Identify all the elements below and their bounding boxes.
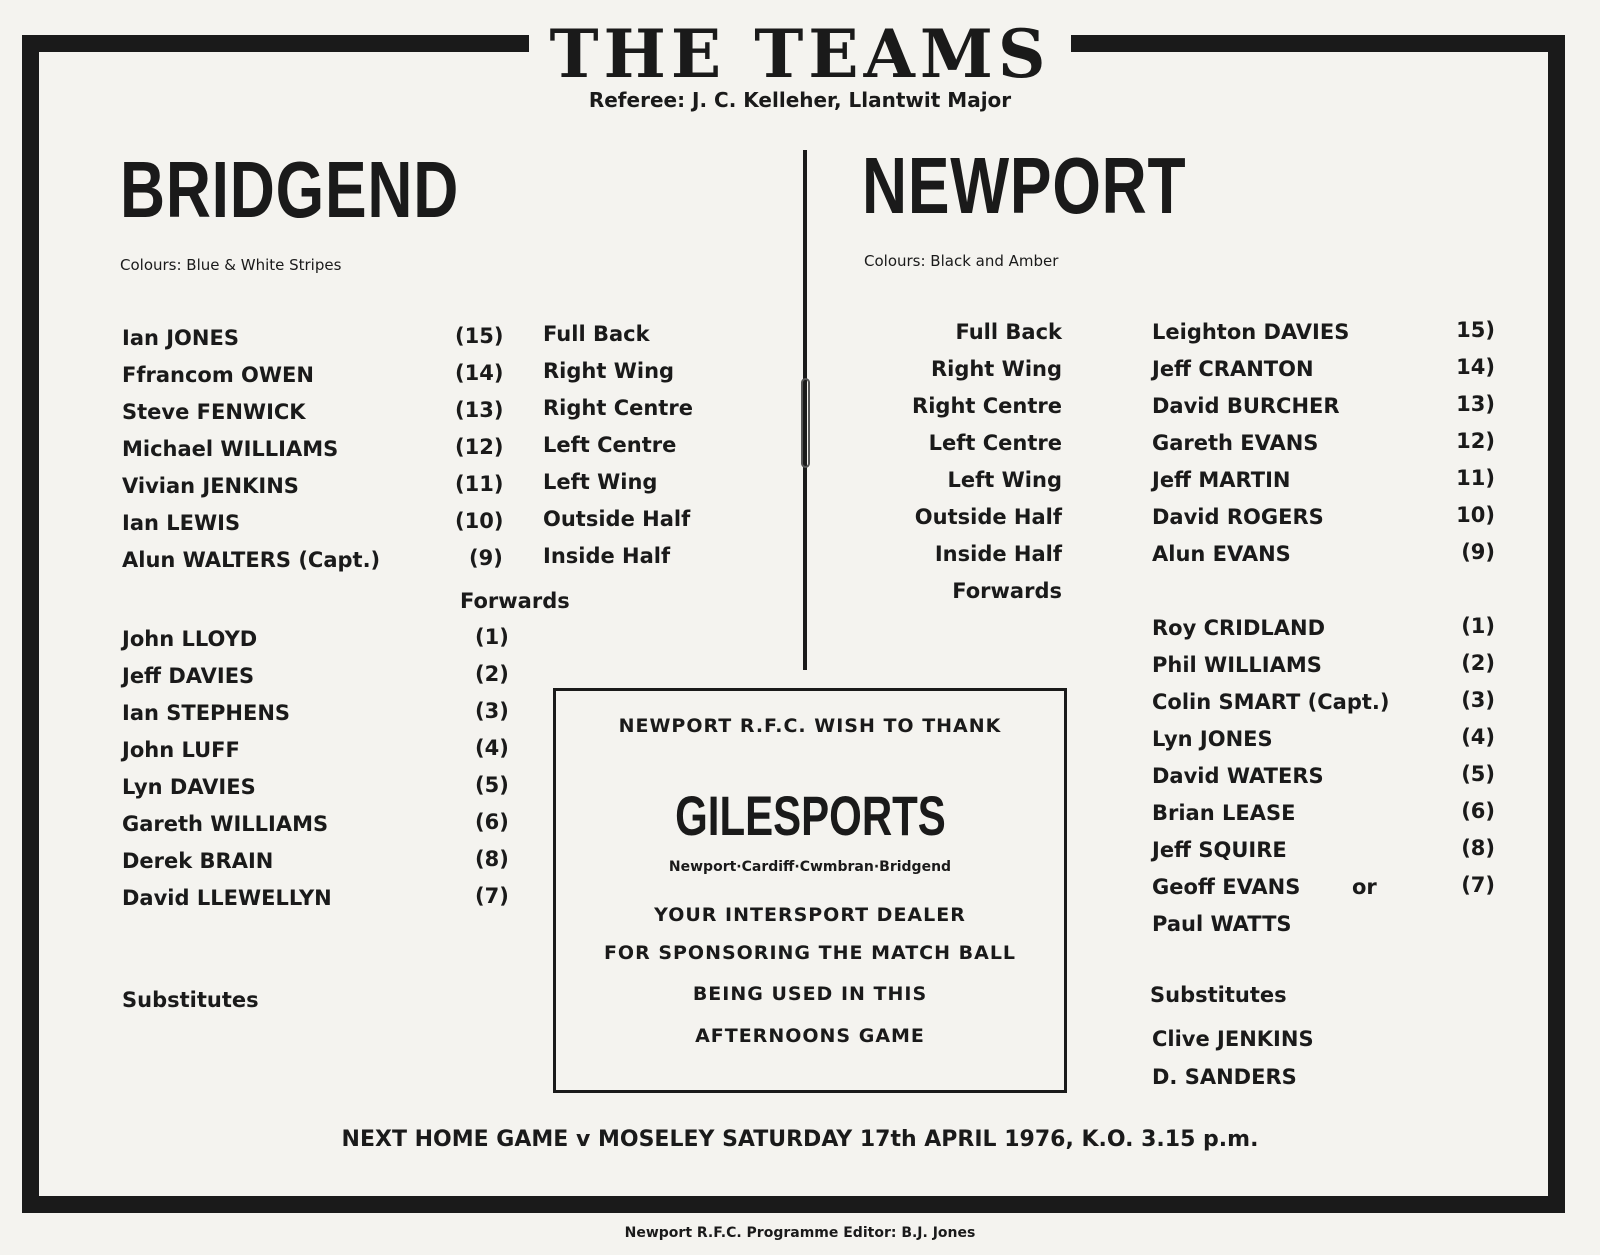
substitute-name: D. SANDERS xyxy=(1152,1065,1297,1089)
player-number: 10) xyxy=(1456,503,1495,527)
player-name: Ffrancom OWEN xyxy=(122,363,314,387)
colours-newport: Colours: Black and Amber xyxy=(864,252,1059,270)
player-position: Left Wing xyxy=(947,468,1062,492)
player-name: Michael WILLIAMS xyxy=(122,437,339,461)
sponsor-line: YOUR INTERSPORT DEALER xyxy=(654,904,966,926)
player-number: 12) xyxy=(1456,429,1495,453)
substitutes-label-newport: Substitutes xyxy=(1150,983,1287,1007)
player-number: (1) xyxy=(475,625,509,649)
sponsor-thanks: NEWPORT R.F.C. WISH TO THANK xyxy=(618,715,1002,737)
player-number: (8) xyxy=(475,847,509,871)
player-number: (7) xyxy=(475,884,509,908)
player-name: Steve FENWICK xyxy=(122,400,306,424)
player-name: Lyn JONES xyxy=(1152,727,1273,751)
player-number: (4) xyxy=(1461,725,1495,749)
player-name: Gareth EVANS xyxy=(1152,431,1319,455)
player-number: (5) xyxy=(1461,762,1495,786)
colours-bridgend: Colours: Blue & White Stripes xyxy=(120,256,342,274)
player-position: Inside Half xyxy=(543,544,671,568)
player-name: David ROGERS xyxy=(1152,505,1324,529)
player-number: (3) xyxy=(475,699,509,723)
sponsor-line: AFTERNOONS GAME xyxy=(695,1025,925,1047)
player-name: Jeff MARTIN xyxy=(1152,468,1291,492)
player-number: (9) xyxy=(469,546,503,570)
player-name: David BURCHER xyxy=(1152,394,1340,418)
player-number: (11) xyxy=(455,472,504,496)
player-position: Left Wing xyxy=(543,470,658,494)
player-number: (2) xyxy=(1461,651,1495,675)
player-name: Jeff SQUIRE xyxy=(1152,838,1287,862)
player-name: John LLOYD xyxy=(122,627,258,651)
or-label: or xyxy=(1352,875,1377,899)
player-name: Colin SMART (Capt.) xyxy=(1152,690,1390,714)
player-name: David LLEWELLYN xyxy=(122,886,332,910)
player-name: Brian LEASE xyxy=(1152,801,1296,825)
sponsor-logo: GILESPORTS xyxy=(674,784,946,847)
next-home-game: NEXT HOME GAME v MOSELEY SATURDAY 17th APRIL 1976, K.O. 3.15 p.m. xyxy=(341,1127,1259,1152)
player-position: Outside Half xyxy=(914,505,1062,529)
player-number: (6) xyxy=(1461,799,1495,823)
page-title: THE TEAMS xyxy=(529,14,1070,94)
player-number: (2) xyxy=(475,662,509,686)
forwards-label-newport: Forwards xyxy=(952,579,1062,603)
player-number: 15) xyxy=(1456,318,1495,342)
sponsor-locations: Newport·Cardiff·Cwmbran·Bridgend xyxy=(668,859,952,875)
team-name-newport: NEWPORT xyxy=(862,141,1187,230)
player-number: 14) xyxy=(1456,355,1495,379)
player-number: (8) xyxy=(1461,836,1495,860)
sponsor-box xyxy=(553,688,1067,1093)
player-number: (7) xyxy=(1461,873,1495,897)
player-name: Ian STEPHENS xyxy=(122,701,291,725)
player-number: (1) xyxy=(1461,614,1495,638)
player-name: Jeff DAVIES xyxy=(122,664,255,688)
player-number: (3) xyxy=(1461,688,1495,712)
sponsor-line: BEING USED IN THIS xyxy=(692,983,928,1005)
player-position: Full Back xyxy=(955,320,1062,344)
team-name-bridgend: BRIDGEND xyxy=(120,145,460,234)
player-name: Alun EVANS xyxy=(1152,542,1291,566)
player-name: Jeff CRANTON xyxy=(1152,357,1314,381)
player-number: (4) xyxy=(475,736,509,760)
player-position: Right Wing xyxy=(543,359,675,383)
player-number: 13) xyxy=(1456,392,1495,416)
player-position: Right Centre xyxy=(543,396,693,420)
player-name: Phil WILLIAMS xyxy=(1152,653,1322,677)
player-number: (15) xyxy=(455,324,504,348)
programme-editor: Newport R.F.C. Programme Editor: B.J. Jones xyxy=(624,1225,976,1241)
player-name: Lyn DAVIES xyxy=(122,775,256,799)
player-position: Right Centre xyxy=(912,394,1062,418)
player-name: Vivian JENKINS xyxy=(122,474,299,498)
player-position: Outside Half xyxy=(543,507,691,531)
player-name: Geoff EVANS xyxy=(1152,875,1301,899)
player-number: 11) xyxy=(1456,466,1495,490)
player-name: David WATERS xyxy=(1152,764,1324,788)
player-position: Full Back xyxy=(543,322,650,346)
referee-line: Referee: J. C. Kelleher, Llantwit Major xyxy=(588,88,1012,112)
staple xyxy=(801,378,810,468)
player-position: Left Centre xyxy=(928,431,1062,455)
player-position: Right Wing xyxy=(930,357,1062,381)
player-name: Alun WALTERS (Capt.) xyxy=(122,548,381,572)
player-name: John LUFF xyxy=(122,738,240,762)
forwards-label-bridgend: Forwards xyxy=(460,589,570,613)
player-number: (10) xyxy=(455,509,504,533)
player-name: Leighton DAVIES xyxy=(1152,320,1350,344)
player-number: (12) xyxy=(455,435,504,459)
player-number: (9) xyxy=(1461,540,1495,564)
player-position: Inside Half xyxy=(934,542,1062,566)
player-name-alternate: Paul WATTS xyxy=(1152,912,1292,936)
substitute-name: Clive JENKINS xyxy=(1152,1027,1314,1051)
player-name: Gareth WILLIAMS xyxy=(122,812,329,836)
player-name: Derek BRAIN xyxy=(122,849,274,873)
player-name: Ian JONES xyxy=(122,326,239,350)
player-number: (14) xyxy=(455,361,504,385)
player-name: Roy CRIDLAND xyxy=(1152,616,1326,640)
sponsor-line: FOR SPONSORING THE MATCH BALL xyxy=(603,942,1017,964)
player-number: (13) xyxy=(455,398,504,422)
player-number: (5) xyxy=(475,773,509,797)
player-name: Ian LEWIS xyxy=(122,511,241,535)
player-number: (6) xyxy=(475,810,509,834)
substitutes-label-bridgend: Substitutes xyxy=(122,988,259,1012)
player-position: Left Centre xyxy=(543,433,677,457)
